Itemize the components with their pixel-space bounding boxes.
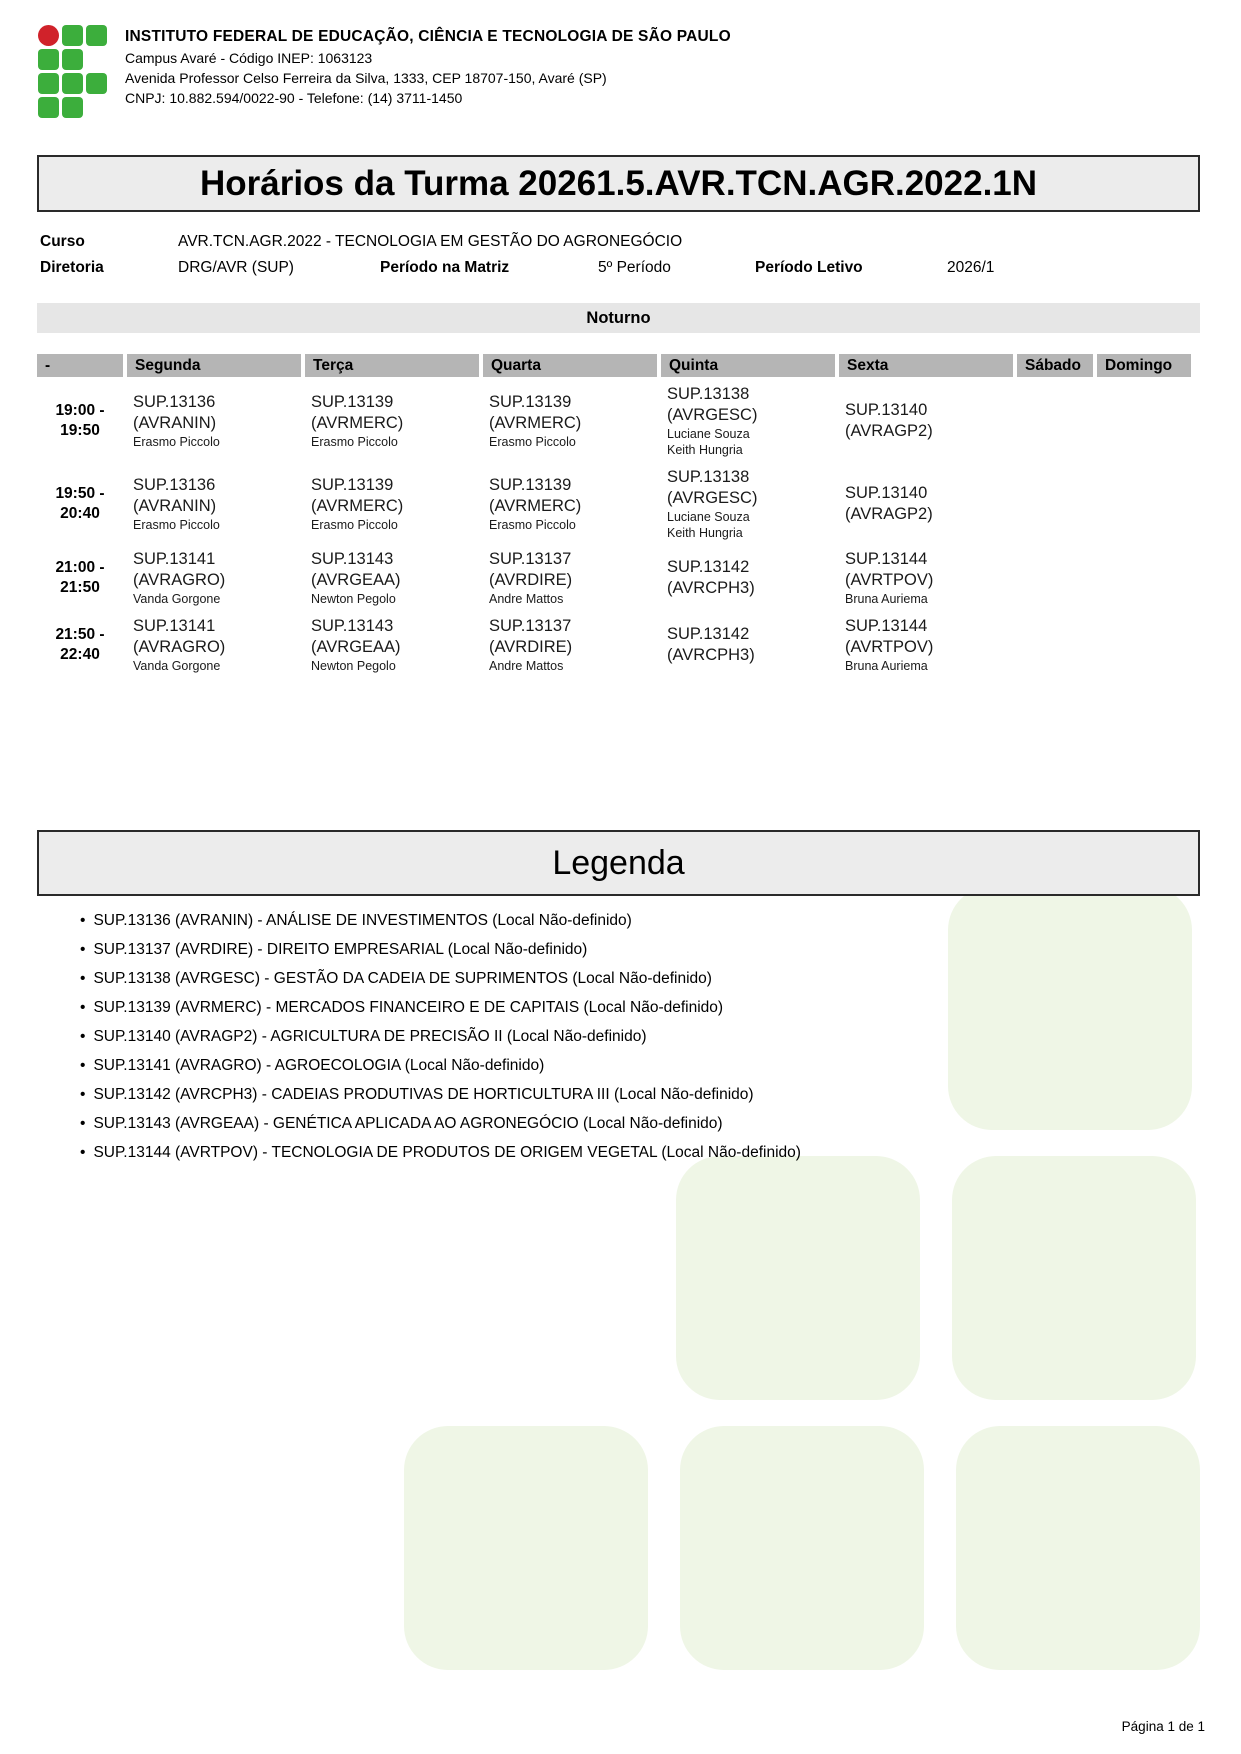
teacher-name: Erasmo Piccolo xyxy=(133,518,220,532)
curso-value: AVR.TCN.AGR.2022 - TECNOLOGIA EM GESTÃO DO AGRONEGÓCIO xyxy=(178,233,683,250)
class-abbr: (AVRDIRE) xyxy=(489,571,573,589)
class-abbr: (AVRTPOV) xyxy=(845,571,934,589)
logo-green-square-icon xyxy=(86,73,107,94)
class-cell xyxy=(661,545,835,611)
legend-list xyxy=(80,906,801,1167)
teacher-name: Bruna Auriema xyxy=(845,659,928,673)
class-code: SUP.13139 xyxy=(489,393,572,411)
address-line: Avenida Professor Celso Ferreira da Silva, 1333, CEP 18707-150, Avaré (SP) xyxy=(125,70,607,86)
col-header-sexta: Sexta xyxy=(839,354,1013,377)
col-header-time: - xyxy=(37,354,123,377)
campus-line: Campus Avaré - Código INEP: 1063123 xyxy=(125,50,373,66)
class-abbr: (AVRMERC) xyxy=(311,497,404,515)
teacher-name: Erasmo Piccolo xyxy=(133,435,220,449)
watermark-shape xyxy=(956,1426,1200,1670)
class-cell xyxy=(305,545,479,611)
bullet-icon: • xyxy=(80,941,86,958)
shift-banner: Noturno xyxy=(37,303,1200,333)
teacher-name: Luciane Souza xyxy=(667,427,750,441)
timetable xyxy=(33,352,1195,679)
empty-cell xyxy=(1017,379,1093,463)
periodo-letivo-label: Período Letivo xyxy=(755,259,863,276)
empty-cell xyxy=(1017,613,1093,677)
teacher-name: Andre Mattos xyxy=(489,592,564,606)
page-number: Página 1 de 1 xyxy=(1121,1719,1205,1734)
curso-row xyxy=(37,233,1200,255)
bullet-icon: • xyxy=(80,999,86,1016)
periodo-matriz-label: Período na Matriz xyxy=(380,259,510,276)
legend-item: • SUP.13142 (AVRCPH3) - CADEIAS PRODUTIVAS DE HORTICULTURA III (Local Não-definido) xyxy=(80,1080,801,1109)
logo-green-square-icon xyxy=(38,49,59,70)
logo-empty-cell xyxy=(86,97,107,118)
teacher-name: Newton Pegolo xyxy=(311,659,396,673)
class-abbr: (AVRANIN) xyxy=(133,497,217,515)
class-abbr: (AVRMERC) xyxy=(489,497,582,515)
legend-item: • SUP.13138 (AVRGESC) - GESTÃO DA CADEIA DE SUPRIMENTOS (Local Não-definido) xyxy=(80,964,801,993)
class-cell xyxy=(839,465,1013,543)
diretoria-row xyxy=(37,259,1200,281)
teacher-name: Erasmo Piccolo xyxy=(489,435,576,449)
class-cell xyxy=(483,379,657,463)
class-abbr: (AVRGEAA) xyxy=(311,571,401,589)
logo-green-square-icon xyxy=(62,25,83,46)
empty-cell xyxy=(1097,613,1191,677)
legend-item: • SUP.13141 (AVRAGRO) - AGROECOLOGIA (Local Não-definido) xyxy=(80,1051,801,1080)
col-header-sabado: Sábado xyxy=(1017,354,1093,377)
bullet-icon: • xyxy=(80,970,86,987)
class-code: SUP.13136 xyxy=(133,393,216,411)
class-code: SUP.13141 xyxy=(133,617,216,635)
class-code: SUP.13142 xyxy=(667,625,750,643)
class-cell xyxy=(483,613,657,677)
logo-green-square-icon xyxy=(86,25,107,46)
class-cell xyxy=(127,465,301,543)
class-cell xyxy=(661,379,835,463)
class-abbr: (AVRGEAA) xyxy=(311,638,401,656)
page-title: Horários da Turma 20261.5.AVR.TCN.AGR.2022.1N xyxy=(37,155,1200,212)
class-cell xyxy=(839,379,1013,463)
empty-cell xyxy=(1097,379,1191,463)
class-code: SUP.13137 xyxy=(489,550,572,568)
legend-item: • SUP.13140 (AVRAGP2) - AGRICULTURA DE PRECISÃO II (Local Não-definido) xyxy=(80,1022,801,1051)
col-header-quarta: Quarta xyxy=(483,354,657,377)
time-slot: 21:00 - 21:50 xyxy=(55,559,105,596)
class-abbr: (AVRGESC) xyxy=(667,406,758,424)
class-abbr: (AVRDIRE) xyxy=(489,638,573,656)
empty-cell xyxy=(1097,545,1191,611)
empty-cell xyxy=(1097,465,1191,543)
teacher-name: Erasmo Piccolo xyxy=(311,435,398,449)
class-cell xyxy=(127,613,301,677)
class-cell xyxy=(305,379,479,463)
class-cell xyxy=(483,545,657,611)
legend-item: • SUP.13136 (AVRANIN) - ANÁLISE DE INVESTIMENTOS (Local Não-definido) xyxy=(80,906,801,935)
bullet-icon: • xyxy=(80,1028,86,1045)
col-header-terca: Terça xyxy=(305,354,479,377)
class-code: SUP.13139 xyxy=(311,393,394,411)
class-code: SUP.13136 xyxy=(133,476,216,494)
teacher-name: Andre Mattos xyxy=(489,659,564,673)
logo-green-square-icon xyxy=(62,73,83,94)
watermark-shape xyxy=(948,886,1192,1130)
watermark-shape xyxy=(680,1426,924,1670)
legend-title: Legenda xyxy=(37,830,1200,896)
class-code: SUP.13143 xyxy=(311,617,394,635)
empty-cell xyxy=(1017,545,1093,611)
class-cell xyxy=(127,379,301,463)
curso-label: Curso xyxy=(40,233,85,250)
logo-empty-cell xyxy=(86,49,107,70)
class-code: SUP.13139 xyxy=(311,476,394,494)
timetable-row xyxy=(37,379,1191,463)
teacher-name: Luciane Souza xyxy=(667,510,750,524)
timetable-header-row xyxy=(37,354,1191,377)
class-cell xyxy=(839,545,1013,611)
teacher-name: Vanda Gorgone xyxy=(133,659,221,673)
watermark-shape xyxy=(952,1156,1196,1400)
class-code: SUP.13144 xyxy=(845,550,928,568)
class-abbr: (AVRAGP2) xyxy=(845,505,933,523)
bullet-icon: • xyxy=(80,1057,86,1074)
teacher-name: Keith Hungria xyxy=(667,526,743,540)
periodo-matriz-value: 5º Período xyxy=(598,259,671,276)
timetable-row xyxy=(37,545,1191,611)
bullet-icon: • xyxy=(80,1086,86,1103)
col-header-quinta: Quinta xyxy=(661,354,835,377)
class-code: SUP.13138 xyxy=(667,468,750,486)
class-code: SUP.13140 xyxy=(845,484,928,502)
diretoria-value: DRG/AVR (SUP) xyxy=(178,259,294,276)
teacher-name: Vanda Gorgone xyxy=(133,592,221,606)
teacher-name: Newton Pegolo xyxy=(311,592,396,606)
cnpj-line: CNPJ: 10.882.594/0022-90 - Telefone: (14) 3711-1450 xyxy=(125,90,463,106)
col-header-domingo: Domingo xyxy=(1097,354,1191,377)
watermark-shape xyxy=(676,1156,920,1400)
legend-item: • SUP.13137 (AVRDIRE) - DIREITO EMPRESARIAL (Local Não-definido) xyxy=(80,935,801,964)
class-cell xyxy=(661,613,835,677)
empty-cell xyxy=(1017,465,1093,543)
class-code: SUP.13139 xyxy=(489,476,572,494)
time-slot: 21:50 - 22:40 xyxy=(55,626,105,663)
class-code: SUP.13142 xyxy=(667,558,750,576)
bullet-icon: • xyxy=(80,912,86,929)
legend-item: • SUP.13143 (AVRGEAA) - GENÉTICA APLICADA AO AGRONEGÓCIO (Local Não-definido) xyxy=(80,1109,801,1138)
bullet-icon: • xyxy=(80,1144,86,1161)
time-slot: 19:50 - 20:40 xyxy=(55,485,105,522)
class-abbr: (AVRAGRO) xyxy=(133,571,226,589)
legend-item: • SUP.13144 (AVRTPOV) - TECNOLOGIA DE PRODUTOS DE ORIGEM VEGETAL (Local Não-definido) xyxy=(80,1138,801,1167)
class-code: SUP.13143 xyxy=(311,550,394,568)
teacher-name: Keith Hungria xyxy=(667,443,743,457)
time-slot: 19:00 - 19:50 xyxy=(55,402,105,439)
bullet-icon: • xyxy=(80,1115,86,1132)
class-cell xyxy=(483,465,657,543)
class-code: SUP.13144 xyxy=(845,617,928,635)
logo-green-square-icon xyxy=(62,97,83,118)
logo-green-square-icon xyxy=(62,49,83,70)
class-abbr: (AVRAGRO) xyxy=(133,638,226,656)
class-abbr: (AVRAGP2) xyxy=(845,422,933,440)
class-abbr: (AVRMERC) xyxy=(311,414,404,432)
logo-red-circle-icon xyxy=(38,25,59,46)
watermark-shape xyxy=(404,1426,648,1670)
class-cell xyxy=(305,465,479,543)
periodo-letivo-value: 2026/1 xyxy=(947,259,995,276)
class-code: SUP.13138 xyxy=(667,385,750,403)
class-code: SUP.13141 xyxy=(133,550,216,568)
class-code: SUP.13137 xyxy=(489,617,572,635)
col-header-segunda: Segunda xyxy=(127,354,301,377)
timetable-row xyxy=(37,465,1191,543)
legend-item: • SUP.13139 (AVRMERC) - MERCADOS FINANCEIRO E DE CAPITAIS (Local Não-definido) xyxy=(80,993,801,1022)
institution-name: INSTITUTO FEDERAL DE EDUCAÇÃO, CIÊNCIA E TECNOLOGIA DE SÃO PAULO xyxy=(125,28,731,45)
class-cell xyxy=(661,465,835,543)
class-code: SUP.13140 xyxy=(845,401,928,419)
diretoria-label: Diretoria xyxy=(40,259,104,276)
logo-green-square-icon xyxy=(38,73,59,94)
logo-green-square-icon xyxy=(38,97,59,118)
class-abbr: (AVRTPOV) xyxy=(845,638,934,656)
ifsp-logo xyxy=(38,25,107,118)
class-cell xyxy=(839,613,1013,677)
class-abbr: (AVRGESC) xyxy=(667,489,758,507)
class-abbr: (AVRMERC) xyxy=(489,414,582,432)
letterhead xyxy=(125,26,731,108)
class-abbr: (AVRCPH3) xyxy=(667,646,755,664)
class-cell xyxy=(127,545,301,611)
class-cell xyxy=(305,613,479,677)
timetable-row xyxy=(37,613,1191,677)
class-abbr: (AVRCPH3) xyxy=(667,579,755,597)
class-abbr: (AVRANIN) xyxy=(133,414,217,432)
teacher-name: Bruna Auriema xyxy=(845,592,928,606)
teacher-name: Erasmo Piccolo xyxy=(311,518,398,532)
teacher-name: Erasmo Piccolo xyxy=(489,518,576,532)
